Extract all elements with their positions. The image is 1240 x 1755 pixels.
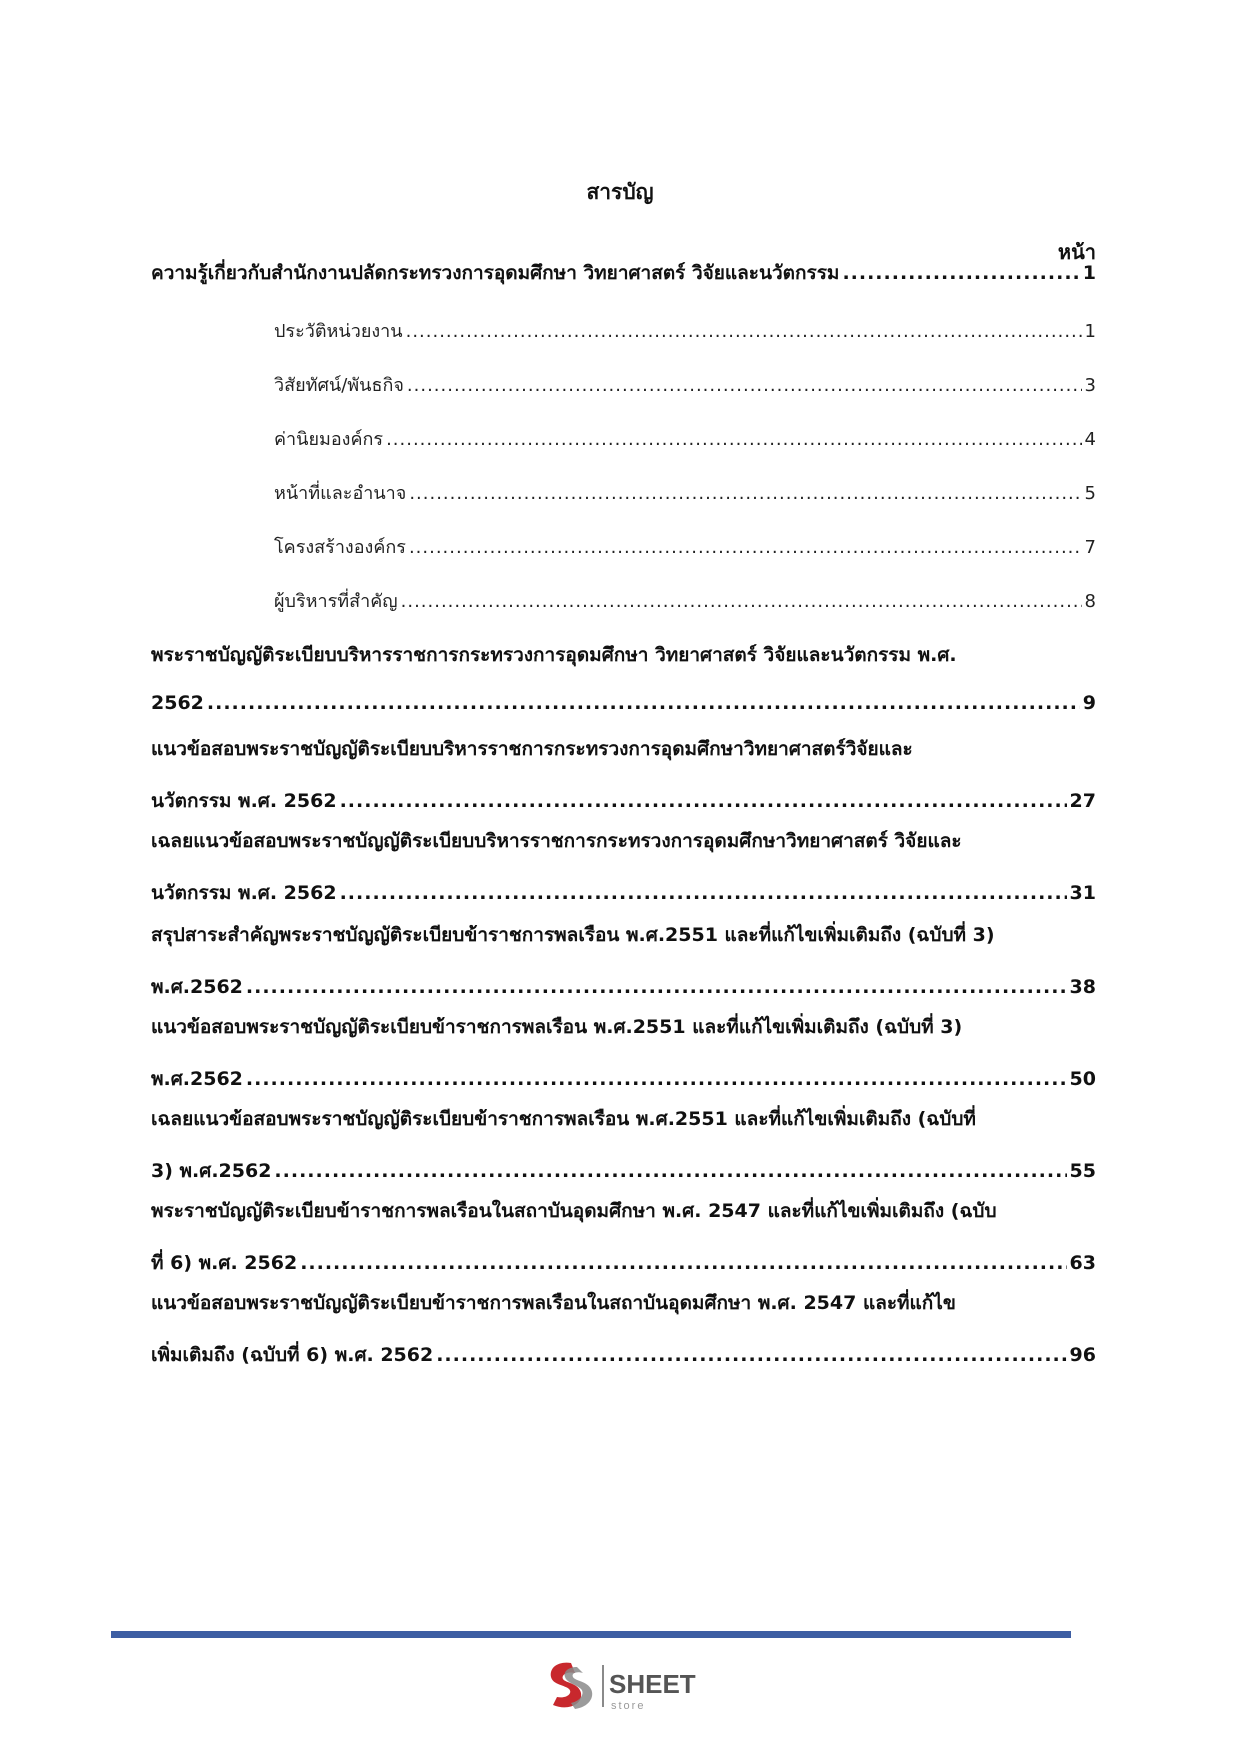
toc-page-number: 1 [1084,321,1096,342]
toc-entry-title-line: แนวข้อสอบพระราชบัญญัติระเบียบบริหารราชการกระทรวงการอุดมศึกษาวิทยาศาสตร์วิจัยและ [151,738,913,760]
dot-leader [386,429,1081,450]
footer-rule [111,1631,1071,1638]
toc-page-number: 96 [1069,1344,1096,1366]
sheet-store-logo [541,1657,721,1717]
toc-entry-title-line: เฉลยแนวข้อสอบพระราชบัญญัติระเบียบข้าราชการพลเรือน พ.ศ.2551 และที่แก้ไขเพิ่มเติมถึง (ฉบับที่ [151,1108,976,1130]
toc-entry-title: วิสัยทัศน์/พันธกิจ [274,375,404,396]
dot-leader [340,882,1067,904]
toc-entry-title-line: พระราชบัญญัติระเบียบบริหารราชการกระทรวงการอุดมศึกษา วิทยาศาสตร์ วิจัยและนวัตกรรม พ.ศ. [151,644,957,666]
dot-leader [246,976,1067,998]
toc-page-number: 50 [1069,1068,1096,1090]
toc-page-number: 55 [1069,1160,1096,1182]
dot-leader [207,692,1080,714]
toc-entry [274,424,1096,453]
toc-entry [274,478,1096,507]
toc-entry-title-line: แนวข้อสอบพระราชบัญญัติระเบียบข้าราชการพลเรือน พ.ศ.2551 และที่แก้ไขเพิ่มเติมถึง (ฉบับที่ 3) [151,1016,963,1038]
toc-entry-title: ความรู้เกี่ยวกับสำนักงานปลัดกระทรวงการอุดมศึกษา วิทยาศาสตร์ วิจัยและนวัตกรรม [151,262,840,284]
toc-entry [151,640,1096,714]
toc-entry-title: ผู้บริหารที่สำคัญ [274,591,398,612]
toc-entry-title: ประวัติหน่วยงาน [274,321,403,342]
svg-text:SHEET: SHEET [609,1669,696,1699]
toc-entry-title: นวัตกรรม พ.ศ. 2562 [151,790,337,812]
toc-entry [151,1288,1096,1370]
toc-entry-title: ที่ 6) พ.ศ. 2562 [151,1252,298,1274]
toc-entry [151,826,1096,908]
toc-entry [151,1104,1096,1186]
dot-leader [409,483,1081,504]
toc-entry-title-line: แนวข้อสอบพระราชบัญญัติระเบียบข้าราชการพลเรือนในสถาบันอุดมศึกษา พ.ศ. 2547 และที่แก้ไข [151,1292,956,1314]
dot-leader [401,591,1082,612]
dot-leader [340,790,1067,812]
toc-page-number: 8 [1084,591,1096,612]
toc-page-number: 3 [1084,375,1096,396]
toc-entry-title: 2562 [151,692,204,714]
toc-page-number: 1 [1082,262,1096,284]
svg-text:store: store [611,1700,646,1712]
toc-entry-title-line: พระราชบัญญัติระเบียบข้าราชการพลเรือนในสถาบันอุดมศึกษา พ.ศ. 2547 และที่แก้ไขเพิ่มเติมถึง (ฉบับ [151,1200,997,1222]
toc-entry-title: เพิ่มเติมถึง (ฉบับที่ 6) พ.ศ. 2562 [151,1344,434,1366]
toc-entry [151,258,1096,288]
page-column-label: หน้า [1057,240,1096,264]
toc-entry-title: 3) พ.ศ.2562 [151,1160,272,1182]
dot-leader [409,537,1082,558]
toc-entry [151,1012,1096,1094]
toc-page-number: 9 [1082,692,1096,714]
dot-leader [842,262,1079,284]
toc-entry [274,532,1096,561]
toc-entry-title: พ.ศ.2562 [151,976,243,998]
toc-entry-title-line: เฉลยแนวข้อสอบพระราชบัญญัติระเบียบบริหารราชการกระทรวงการอุดมศึกษาวิทยาศาสตร์ วิจัยและ [151,830,962,852]
toc-entry-title: นวัตกรรม พ.ศ. 2562 [151,882,337,904]
toc-entry-title-line: สรุปสาระสำคัญพระราชบัญญัติระเบียบข้าราชการพลเรือน พ.ศ.2551 และที่แก้ไขเพิ่มเติมถึง (ฉบับที่ 3) [151,924,995,946]
page-title: สารบัญ [586,180,654,204]
toc-page-number: 38 [1069,976,1096,998]
toc-page-number: 7 [1084,537,1096,558]
toc-entry [151,920,1096,1002]
toc-entry [274,370,1096,399]
toc-entry [274,316,1096,345]
dot-leader [274,1160,1066,1182]
toc-entry [274,586,1096,615]
toc-entry [151,1196,1096,1278]
toc-page-number: 63 [1069,1252,1096,1274]
toc-page-number: 27 [1069,790,1096,812]
toc-entry-title: หน้าที่และอำนาจ [274,483,407,504]
toc-entry-title: โครงสร้างองค์กร [274,537,406,558]
dot-leader [300,1252,1066,1274]
dot-leader [436,1344,1066,1366]
sheet-store-s-icon [551,1663,592,1709]
dot-leader [406,321,1082,342]
toc-entry-title: พ.ศ.2562 [151,1068,243,1090]
dot-leader [246,1068,1067,1090]
dot-leader [407,375,1082,396]
toc-page-number: 5 [1084,483,1096,504]
toc-page-number: 4 [1084,429,1096,450]
toc-entry-title: ค่านิยมองค์กร [274,429,384,450]
toc-page-number: 31 [1069,882,1096,904]
toc-entry [151,734,1096,816]
